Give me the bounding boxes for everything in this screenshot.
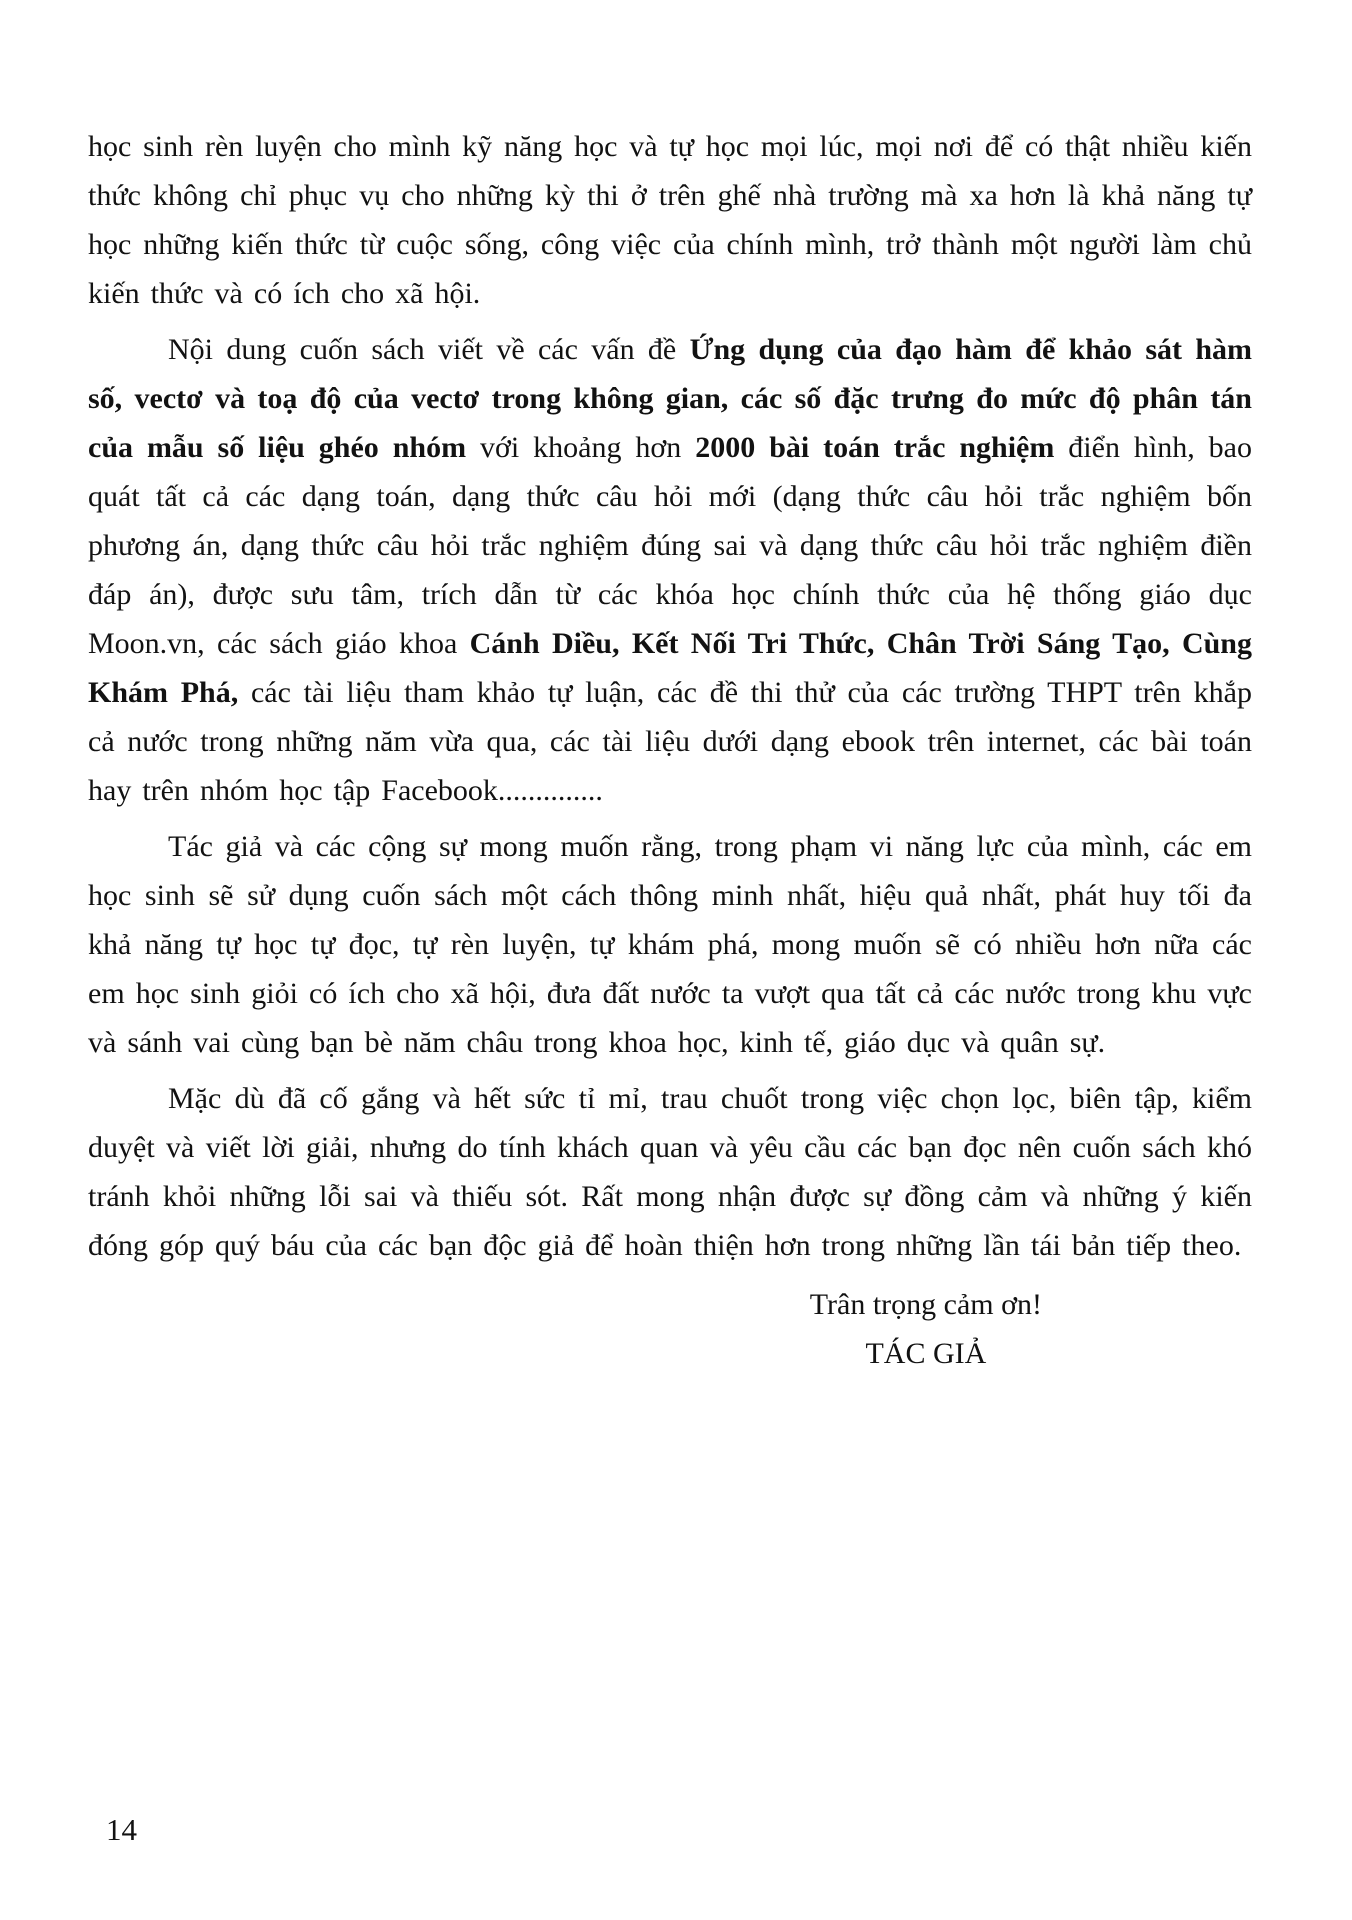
page-number: 14 [106,1812,137,1847]
paragraph-3: Tác giả và các cộng sự mong muốn rằng, trong phạm vi năng lực của mình, các em học sinh sẽ sử dụng cuốn sách một cách thông minh nhất, hiệu quả nhất, phát huy tối đa khả năng tự học tự đọc, tự rèn luyện, tự khám phá, mong muốn sẽ có nhiều hơn nữa các em học sinh giỏi có ích cho xã hội, đưa đất nước ta vượt qua tất cả các nước trong khu vực và sánh vai cùng bạn bè năm châu trong khoa học, kinh tế, giáo dục và quân sự. [88,830,1252,1059]
paragraph-4: Mặc dù đã cố gắng và hết sức tỉ mỉ, trau chuốt trong việc chọn lọc, biên tập, kiểm duyệt và viết lời giải, nhưng do tính khách quan và yêu cầu các bạn đọc nên cuốn sách khó tránh khỏi những lỗi sai và thiếu sót. Rất mong nhận được sự đồng cảm và những ý kiến đóng góp quý báu của các bạn độc giả để hoàn thiện hơn trong những lần tái bản tiếp theo. [88,1082,1252,1262]
closing-block [810,1280,1042,1378]
closing-author-line: TÁC GIẢ [865,1337,987,1370]
closing-thanks-line: Trân trọng cảm ơn! [809,1288,1042,1321]
paragraph-2: Nội dung cuốn sách viết về các vấn đề Ứng dụng của đạo hàm để khảo sát hàm số, vectơ và toạ độ của vectơ trong không gian, các số đặc trưng đo mức độ phân tán của mẫu số liệu ghéo nhóm với khoảng hơn 2000 bài toán trắc nghiệm điển hình, bao quát tất cả các dạng toán, dạng thức câu hỏi mới (dạng thức câu hỏi trắc nghiệm bốn phương án, dạng thức câu hỏi trắc nghiệm đúng sai và dạng thức câu hỏi trắc nghiệm điền đáp án), được sưu tâm, trích dẫn từ các khóa học chính thức của hệ thống giáo dục Moon.vn, các sách giáo khoa Cánh Diều, Kết Nối Tri Thức, Chân Trời Sáng Tạo, Cùng Khám Phá, các tài liệu tham khảo tự luận, các đề thi thử của các trường THPT trên khắp cả nước trong những năm vừa qua, các tài liệu dưới dạng ebook trên internet, các bài toán hay trên nhóm học tập Facebook.............. [88,333,1252,807]
page-content [88,122,1252,1378]
paragraph-1: học sinh rèn luyện cho mình kỹ năng học và tự học mọi lúc, mọi nơi để có thật nhiều kiến thức không chỉ phục vụ cho những kỳ thi ở trên ghế nhà trường mà xa hơn là khả năng tự học những kiến thức từ cuộc sống, công việc của chính mình, trở thành một người làm chủ kiến thức và có ích cho xã hội. [88,130,1252,310]
